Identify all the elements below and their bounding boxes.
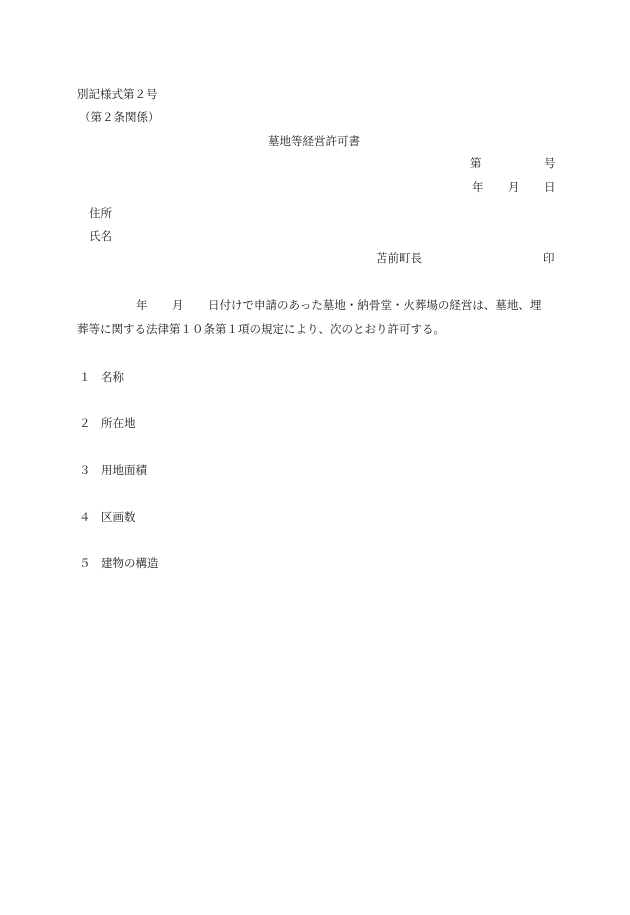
body-line-2: 葬等に関する法律第１０条第１項の規定により、次のとおり許可する。 <box>77 322 445 336</box>
item-label-name: 名称 <box>101 370 124 384</box>
item-label-building-structure: 建物の構造 <box>101 556 159 570</box>
article-reference: （第２条関係） <box>79 110 160 124</box>
item-number: ５ <box>79 556 91 570</box>
item-label-location: 所在地 <box>101 416 136 430</box>
item-label-plot-count: 区画数 <box>101 510 136 524</box>
issue-date-day: 日 <box>544 180 556 194</box>
address-label: 住所 <box>89 206 112 220</box>
name-label: 氏名 <box>89 229 112 243</box>
document-title: 墓地等経営許可書 <box>268 134 360 148</box>
item-number: １ <box>79 370 91 384</box>
item-number: ３ <box>79 463 91 477</box>
issue-date-year: 年 <box>472 180 484 194</box>
body-year: 年 <box>136 298 148 312</box>
item-number: ２ <box>79 416 91 430</box>
item-label-land-area: 用地面積 <box>101 463 147 477</box>
form-number: 別記様式第２号 <box>77 87 158 101</box>
item-number: ４ <box>79 510 91 524</box>
issue-date-month: 月 <box>508 180 520 194</box>
body-month: 月 <box>172 298 184 312</box>
issuer-title: 苫前町長 <box>376 251 422 265</box>
seal-mark: 印 <box>543 251 555 265</box>
permit-number-prefix: 第 <box>470 156 482 170</box>
permit-number-suffix: 号 <box>544 156 556 170</box>
body-line-1: 日付けで申請のあった墓地・納骨堂・火葬場の経営は、墓地、埋 <box>208 298 542 312</box>
